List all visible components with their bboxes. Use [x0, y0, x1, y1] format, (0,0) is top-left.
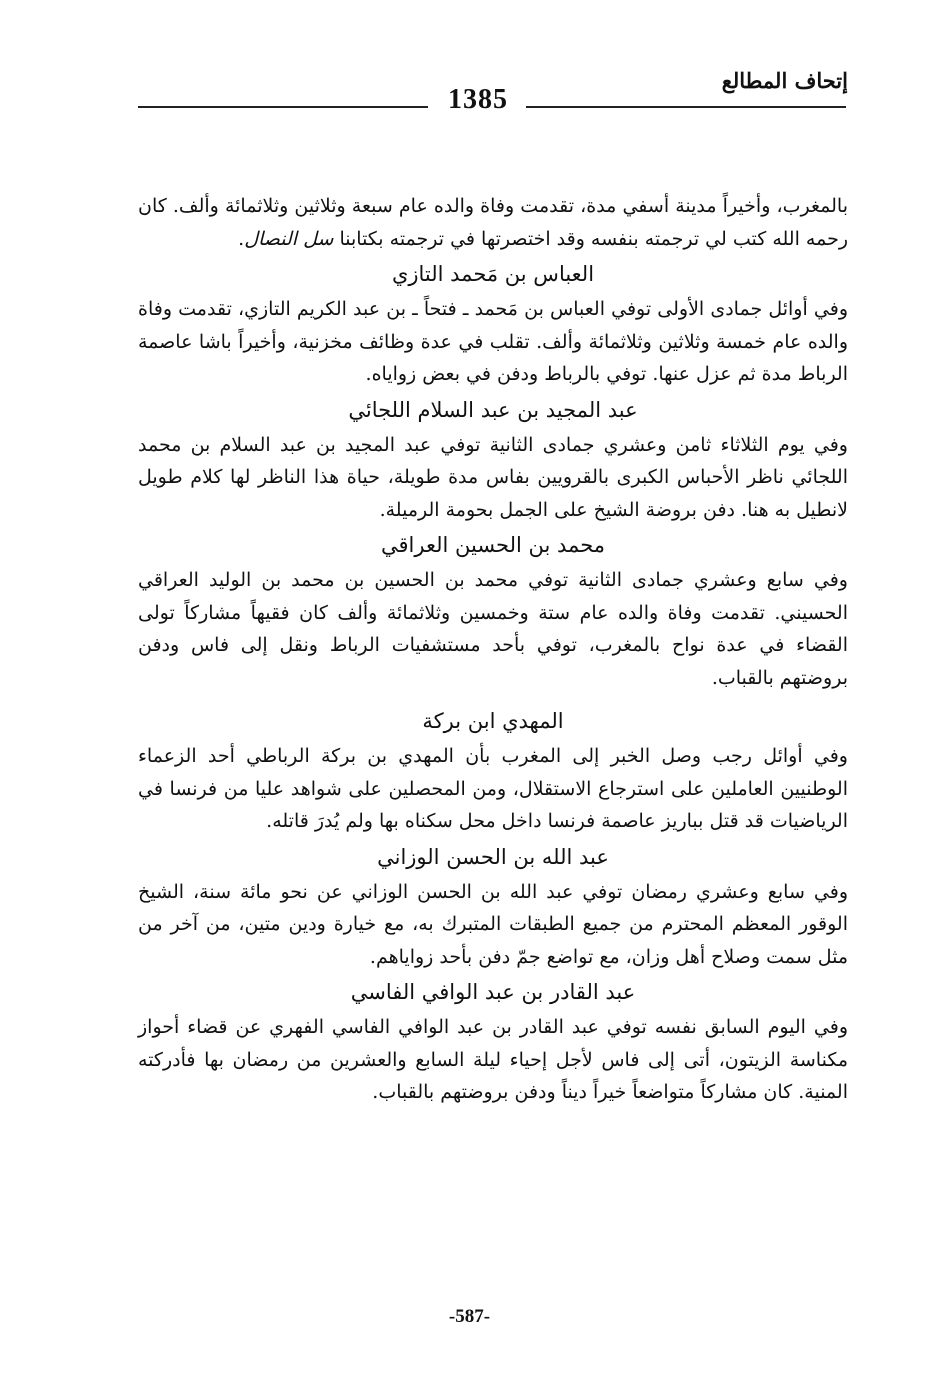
entry-heading: عبد الله بن الحسن الوزاني	[377, 844, 609, 869]
intro-text: بالمغرب، وأخيراً مدينة أسفي مدة، تقدمت وفاة والده عام سبعة وثلاثين وثلاثمائة وألف. كان رحمه الله كتب لي ترجمته بنفسه وقد اختصرتها في ترجمته بكتابنا	[138, 195, 848, 250]
entry-paragraph: وفي أوائل رجب وصل الخبر إلى المغرب بأن المهدي بن بركة الرباطي أحد الزعماء الوطنيين العاملين على استرجاع الاستقلال، ومن المحصلين على شواهد عليا من فرنسا في الرياضيات قد قتل بباريز عاصمة فرنسا داخل محل سكناه بها ولم يُدرَ قاتله.	[138, 745, 848, 832]
header-year: 1385	[448, 84, 508, 115]
intro-end: .	[238, 227, 245, 250]
page-header	[138, 62, 848, 122]
entry-heading: محمد بن الحسين العراقي	[381, 533, 605, 557]
entry-paragraph: وفي أوائل جمادى الأولى توفي العباس بن مَحمد ـ فتحاً ـ بن عبد الكريم التازي، تقدمت وفاة والده عام خمسة وثلاثين وثلاثمائة وألف. تقلب في عدة وظائف مخزنية، وأخيراً باشا عاصمة الرباط مدة ثم عزل عنها. توفي بالرباط ودفن في بعض زواياه.	[138, 298, 848, 385]
entry-paragraph: وفي سابع وعشري رمضان توفي عبد الله بن الحسن الوزاني عن نحو مائة سنة، الشيخ الوقور المعظم المحترم من جميع الطبقات المتبرك به، مع خيارة ودين متين، من آخر من مثل سمت وصلاح أهل وزان، مع تواضع جمّ دفن بأحد زواياهم.	[138, 880, 848, 968]
intro-paragraph	[138, 190, 848, 255]
page-body	[138, 190, 848, 1109]
entry-heading: العباس بن مَحمد التازي	[391, 262, 595, 286]
entry-paragraph: وفي يوم الثلاثاء ثامن وعشري جمادى الثانية توفي عبد المجيد بن عبد السلام بن محمد اللجائي ناظر الأحباس الكبرى بالقرويين بفاس مدة طويلة، حياة هذا الناظر لها كلام طويل لانطيل به هنا. دفن بروضة الشيخ على الجمل بحومة الرميلة.	[138, 433, 848, 521]
header-rule-right	[526, 106, 846, 108]
header-rule-left	[138, 106, 428, 108]
page-number: -587-	[448, 1306, 491, 1327]
entry-heading: المهدي ابن بركة	[422, 709, 564, 733]
entry-paragraph: وفي سابع وعشري جمادى الثانية توفي محمد بن الحسين بن محمد بن الوليد العراقي الحسيني. تقدمت وفاة والده عام ستة وخمسين وثلاثمائة وألف كان فقيهاً مشاركاً تولى القضاء في عدة نواح بالمغرب، توفي بأحد مستشفيات الرباط ونقل إلى فاس ودفن بروضتهم بالقباب.	[138, 569, 848, 689]
running-book-title: إتحاف المطالع	[721, 68, 848, 93]
book-reference: سل النصال	[244, 227, 334, 250]
entry-paragraph: وفي اليوم السابق نفسه توفي عبد القادر بن عبد الوافي الفاسي الفهري عن قضاء أحواز مكناسة الزيتون، أتى إلى فاس لأجل إحياء ليلة السابع والعشرين من رمضان بها فأدركته المنية. كان مشاركاً متواضعاً خيراً ديناً ودفن بروضتهم بالقباب.	[138, 1016, 848, 1103]
entry-heading: عبد المجيد بن عبد السلام اللجائي	[348, 397, 638, 422]
entry-heading: عبد القادر بن عبد الوافي الفاسي	[350, 980, 636, 1004]
